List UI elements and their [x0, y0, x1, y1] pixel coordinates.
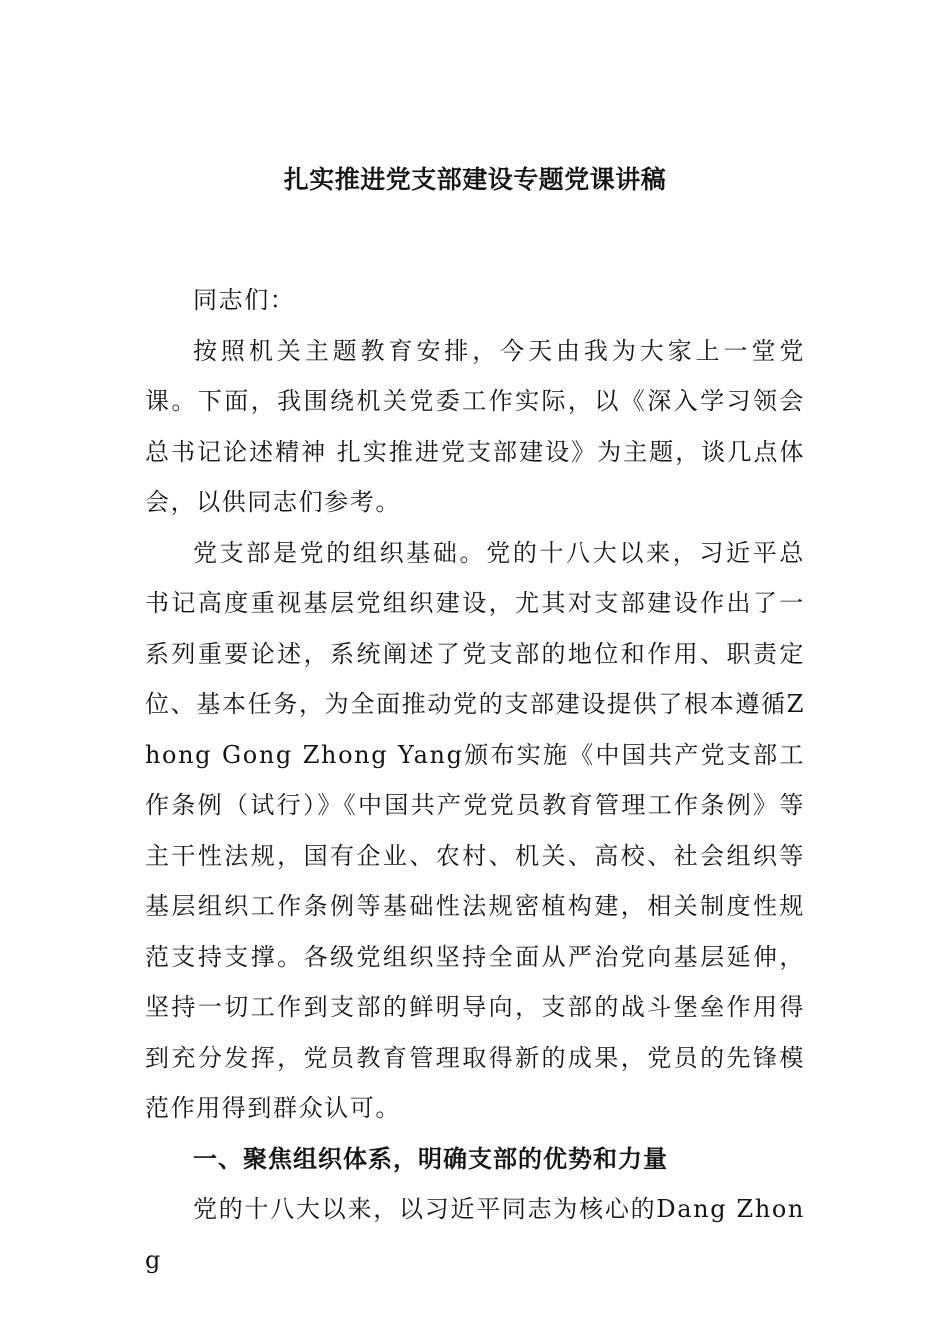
- greeting: 同志们：: [193, 286, 296, 314]
- document-title: 扎实推进党支部建设专题党课讲稿: [283, 165, 667, 194]
- section-paragraph: 党的十八大以来，以习近平同志为核心的Dang Zhong: [145, 1195, 805, 1274]
- section-heading: 一、聚焦组织体系，明确支部的优势和力量: [193, 1143, 668, 1173]
- paragraph-intro: 按照机关主题教育安排，今天由我为大家上一堂党课。下面，我围绕机关党委工作实际，以《深入学习领会总书记论述精神 扎实推进党支部建设》为主题，谈几点体会，以供同志们参考。: [145, 336, 805, 516]
- paragraph-background: 党支部是党的组织基础。党的十八大以来，习近平总书记高度重视基层党组织建设，尤其对支部建设作出了一系列重要论述，系统阐述了党支部的地位和作用、职责定位、基本任务，为全面推动党的支部建设提供了根本遵循Zhong Gong Zhong Yang颁布实施《中国共产党支部工作条例（试行）》《中国共产党党员教育管理工作条例》等主干性法规，国有企业、农村、机关、高校、社会组织等基层组织工作条例等基础性法规密植构建，相关制度性规范支持支撑。各级党组织坚持全面从严治党向基层延伸，坚持一切工作到支部的鲜明导向，支部的战斗堡垒作用得到充分发挥，党员教育管理取得新的成果，党员的先锋模范作用得到群众认可。: [145, 538, 805, 1122]
- document-body: [145, 275, 805, 1285]
